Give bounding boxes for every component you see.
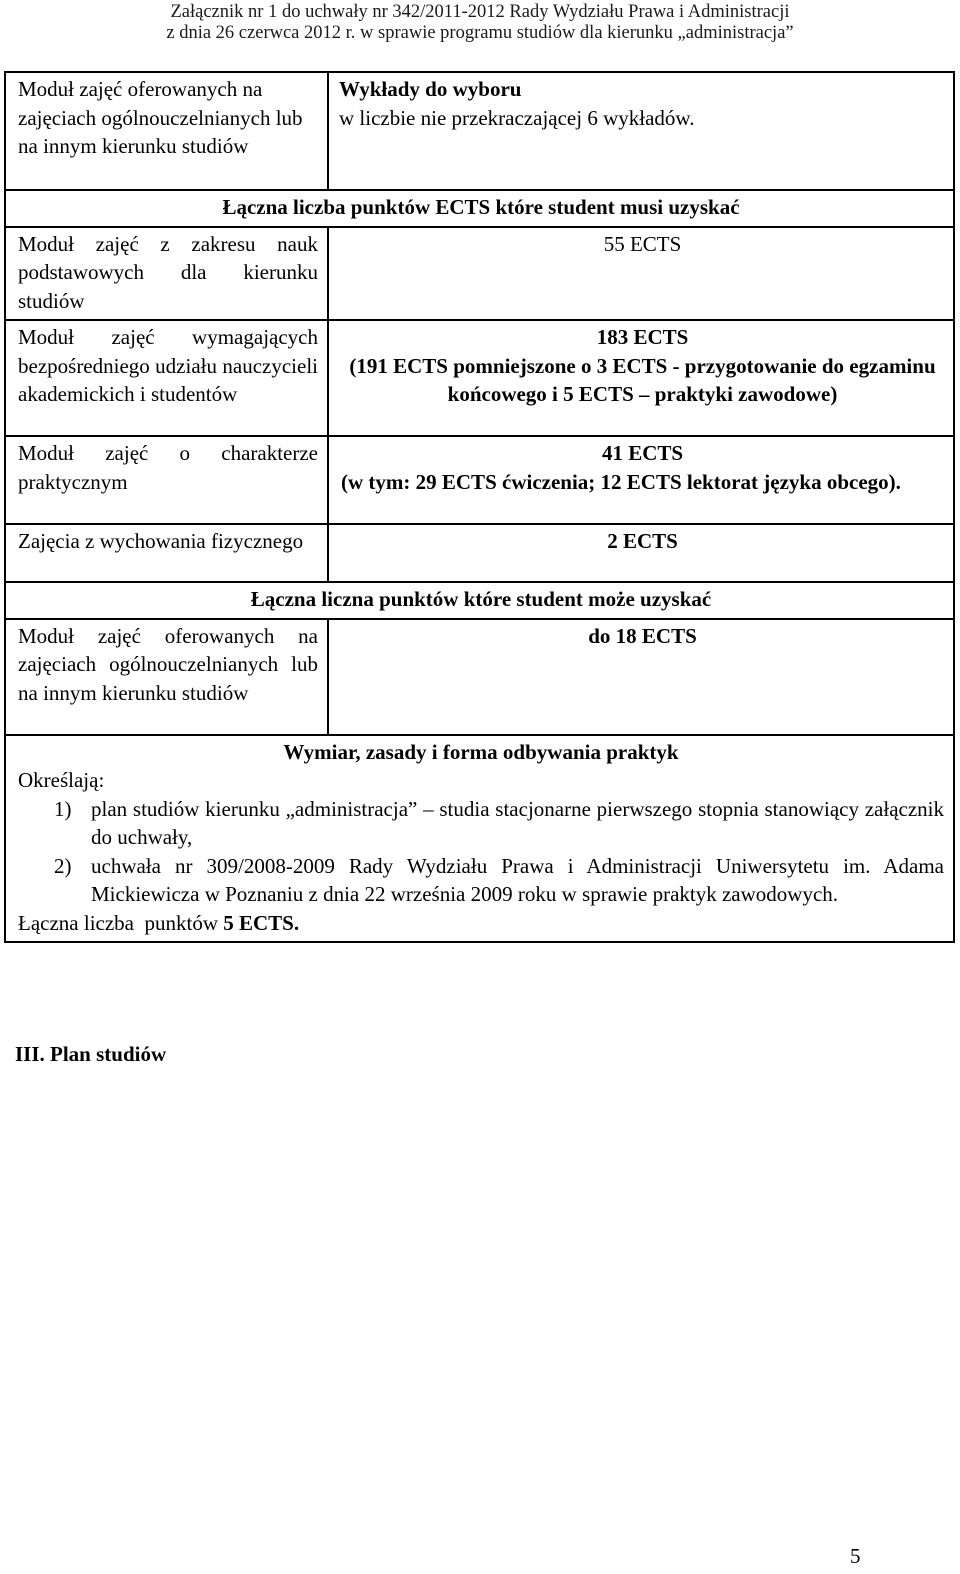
list-item-number: 1. 1) bbox=[54, 796, 72, 821]
header-line-2: z dnia 26 czerwca 2012 r. w sprawie programu studiów dla kierunku „administracja” bbox=[166, 23, 794, 43]
internship-list bbox=[18, 795, 944, 909]
list-item-text: uchwała nr 309/2008-2009 Rady Wydziału Prawa i Administracji Uniwersytetu im. Adama Mickiewicza w Poznaniu z dnia 22 września 2009 roku w sprawie praktyk zawodowych. bbox=[91, 853, 944, 906]
internship-cell bbox=[5, 735, 954, 943]
page-number: 5 bbox=[850, 1544, 861, 1568]
basic-label-cell bbox=[5, 227, 328, 321]
optional-label: Moduł zajęć oferowanych na zajęciach ogólnouczelnianych lub na innym kierunku studiów bbox=[18, 623, 318, 705]
pe-label-cell bbox=[5, 524, 328, 582]
pe-value: 2 ECTS bbox=[328, 524, 954, 582]
list-item-number: 2. 2) bbox=[54, 853, 72, 878]
basic-value: 55 ECTS bbox=[328, 227, 954, 321]
table-row-internship bbox=[5, 735, 954, 943]
table-row-basic bbox=[5, 227, 954, 321]
list-item bbox=[54, 795, 944, 852]
section-title: III. Plan studiów bbox=[15, 1042, 167, 1066]
internship-intro: Określają: bbox=[18, 768, 105, 792]
table-row-pe bbox=[5, 524, 954, 582]
optional-label-cell bbox=[5, 619, 328, 735]
direct-note: (191 ECTS pomniejszone o 3 ECTS - przygotowanie do egzaminu końcowego i 5 ECTS – praktyki zawodowe) bbox=[349, 353, 936, 406]
lectures-note: w liczbie nie przekraczającej 6 wykładów. bbox=[339, 105, 695, 130]
list-item bbox=[54, 852, 944, 909]
lectures-cell bbox=[328, 72, 954, 190]
table-row-direct bbox=[5, 320, 954, 436]
lectures-title: Wykłady do wyboru bbox=[339, 77, 522, 101]
practical-cell bbox=[328, 436, 954, 524]
internship-total-prefix: Łączna liczba punktów bbox=[18, 910, 224, 935]
internship-total bbox=[18, 909, 944, 938]
header-line-1: Załącznik nr 1 do uchwały nr 342/2011-2012 Rady Wydziału Prawa i Administracji bbox=[170, 2, 790, 22]
internship-title: Wymiar, zasady i forma odbywania praktyk bbox=[283, 739, 679, 764]
optional-value: do 18 ECTS bbox=[328, 619, 954, 735]
basic-label: Moduł zajęć z zakresu nauk podstawowych dla kierunku studiów bbox=[18, 231, 318, 313]
direct-label-cell bbox=[5, 320, 328, 436]
table-row-practical bbox=[5, 436, 954, 524]
must-total-heading: Łączna liczba punktów ECTS które student musi uzyskać bbox=[5, 190, 954, 227]
module-label: Moduł zajęć oferowanych na zajęciach ogólnouczelnianych lub na innym kierunku studiów bbox=[18, 77, 303, 158]
document-header bbox=[0, 2, 960, 44]
internship-total-value: 5 ECTS. bbox=[223, 910, 300, 935]
may-total-heading: Łączna liczna punktów które student może uzyskać bbox=[5, 582, 954, 619]
study-program-table bbox=[4, 71, 955, 943]
pe-label: Zajęcia z wychowania fizycznego bbox=[18, 529, 304, 553]
direct-value: 183 ECTS bbox=[596, 325, 689, 349]
practical-value: 41 ECTS bbox=[601, 441, 684, 465]
direct-label: Moduł zajęć wymagających bezpośredniego udziału nauczycieli akademickich i studentów bbox=[18, 325, 318, 406]
table-row-may-total bbox=[5, 582, 954, 619]
table-row-must-total bbox=[5, 190, 954, 227]
practical-label-cell bbox=[5, 436, 328, 524]
table-row-lectures bbox=[5, 72, 954, 190]
practical-note: (w tym: 29 ECTS ćwiczenia; 12 ECTS lektorat języka obcego). bbox=[341, 469, 901, 494]
direct-cell bbox=[328, 320, 954, 436]
table-row-optional bbox=[5, 619, 954, 735]
practical-label: Moduł zajęć o charakterze praktycznym bbox=[18, 441, 318, 494]
module-label-cell bbox=[5, 72, 328, 190]
list-item-text: plan studiów kierunku „administracja” – studia stacjonarne pierwszego stopnia stanowiący załącznik do uchwały, bbox=[91, 796, 944, 849]
